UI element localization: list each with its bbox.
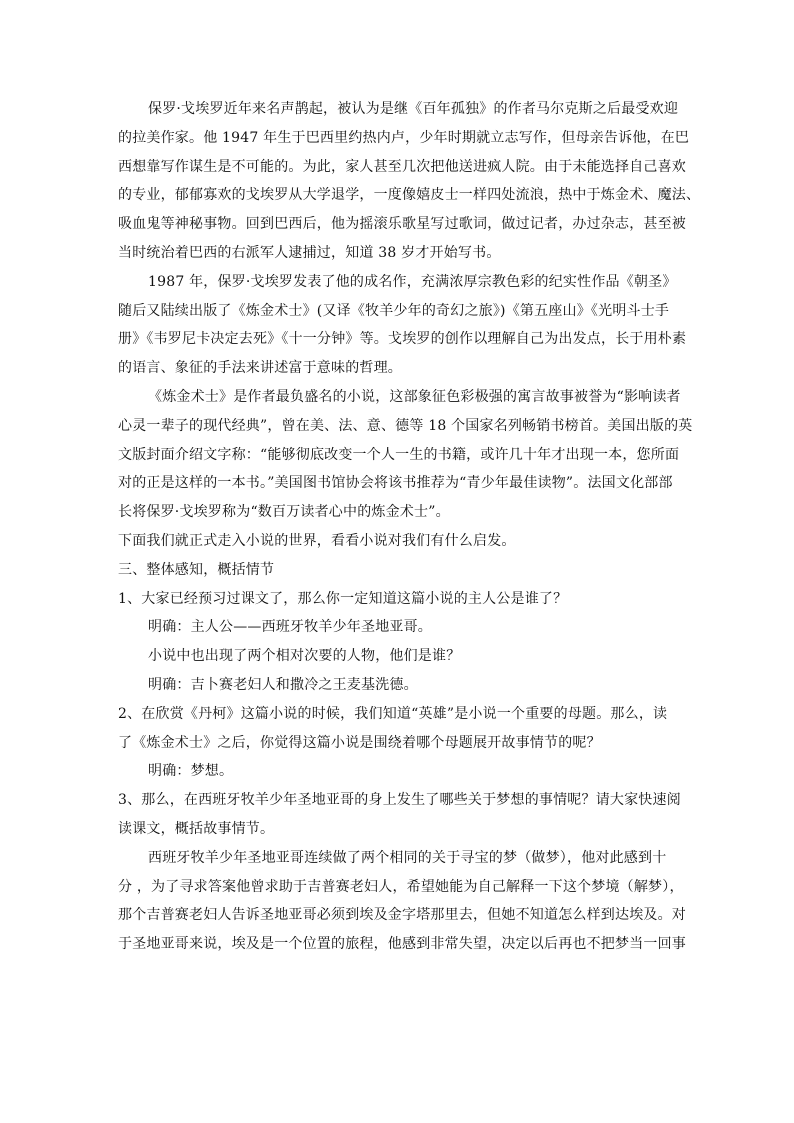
question-line: 3、那么，在西班牙牧羊少年圣地亚哥的身上发生了哪些关于梦想的事情呢？请大家快速阅 [118,792,681,809]
text-line: 长将保罗·戈埃罗称为“数百万读者心中的炼金术士”。 [118,504,450,521]
text-line: 于圣地亚哥来说，埃及是一个位置的旅程，他感到非常失望，决定以后再也不把梦当一回事 [118,936,686,953]
text-line: 的语言、象征的手法来讲述富于意味的哲理。 [118,360,402,377]
answer-line: 明确：主人公——西班牙牧羊少年圣地亚哥。 [148,619,432,636]
text-line: 册》《韦罗尼卡决定去死》《十一分钟》等。戈埃罗的创作以理解自己为出发点，长于用朴素 [118,331,687,348]
question-line: 了《炼金术士》之后，你觉得这篇小说是围绕着哪个母题展开故事情节的呢？ [118,734,601,751]
question-line: 1、大家已经预习过课文了，那么你一定知道这篇小说的主人公是谁了？ [118,590,568,607]
text-line: 西班牙牧羊少年圣地亚哥连续做了两个相同的关于寻宝的梦（做梦），他对此感到十 [148,849,667,866]
text-line: 心灵一辈子的现代经典”，曾在美、法、意、德等 18 个国家名列畅销书榜首。美国出版的英 [118,417,693,434]
text-line: 下面我们就正式走入小说的世界，看看小说对我们有什么启发。 [118,532,516,549]
text-line: 吸血鬼等神秘事物。回到巴西后，他为摇滚乐歌星写过歌词，做过记者，办过杂志，甚至被 [118,216,686,233]
question-line: 2、在欣赏《丹柯》这篇小说的时候，我们知道“英雄”是小说一个重要的母题。那么，读 [118,705,668,722]
text-line: 那个吉普赛老妇人告诉圣地亚哥必须到埃及金字塔那里去，但她不知道怎么样到达埃及。对 [118,907,686,924]
question-line: 读课文，概括故事情节。 [118,820,275,837]
section-heading: 三、整体感知，概括情节 [118,561,275,578]
text-line: 《炼金术士》是作者最负盛名的小说，这部象征色彩极强的寓言故事被誉为“影响读者 [148,388,681,405]
text-line: 西想靠写作谋生是不可能的。为此，家人甚至几次把他送进疯人院。由于未能选择自己喜欢 [118,158,686,175]
document-page [118,95,701,959]
answer-line: 明确：吉卜赛老妇人和撒冷之王麦基洗德。 [148,676,418,693]
question-line: 小说中也出现了两个相对次要的人物，他们是谁？ [148,648,461,665]
text-line: 文版封面介绍文字称：“能够彻底改变一个人一生的书籍，或许几十年才出现一本，您所面 [118,446,680,463]
text-line: 的拉美作家。他 1947 年生于巴西里约热内卢，少年时期就立志写作，但母亲告诉他，在巴 [118,129,690,146]
text-line: 对的正是这样的一本书。”美国图书馆协会将该书推荐为“青少年最佳读物”。法国文化部部 [118,475,673,492]
text-line: 保罗·戈埃罗近年来名声鹊起，被认为是继《百年孤独》的作者马尔克斯之后最受欢迎 [148,101,679,117]
text-line: 的专业，郁郁寡欢的戈埃罗从大学退学，一度像嬉皮士一样四处流浪，热中于炼金术、魔法、 [118,187,701,204]
text-line: 分 ，为了寻求答案他曾求助于吉普赛老妇人，希望她能为自己解释一下这个梦境（解梦）， [118,878,684,895]
text-line: 当时统治着巴西的右派军人逮捕过，知道 38 岁才开始写书。 [118,244,501,261]
answer-line: 明确：梦想。 [148,763,234,780]
text-line: 随后又陆续出版了《炼金术士》(又译《牧羊少年的奇幻之旅》)《第五座山》《光明斗士手 [118,302,670,319]
text-line: 1987 年，保罗·戈埃罗发表了他的成名作，充满浓厚宗教色彩的纪实性作品《朝圣》 [148,273,677,290]
